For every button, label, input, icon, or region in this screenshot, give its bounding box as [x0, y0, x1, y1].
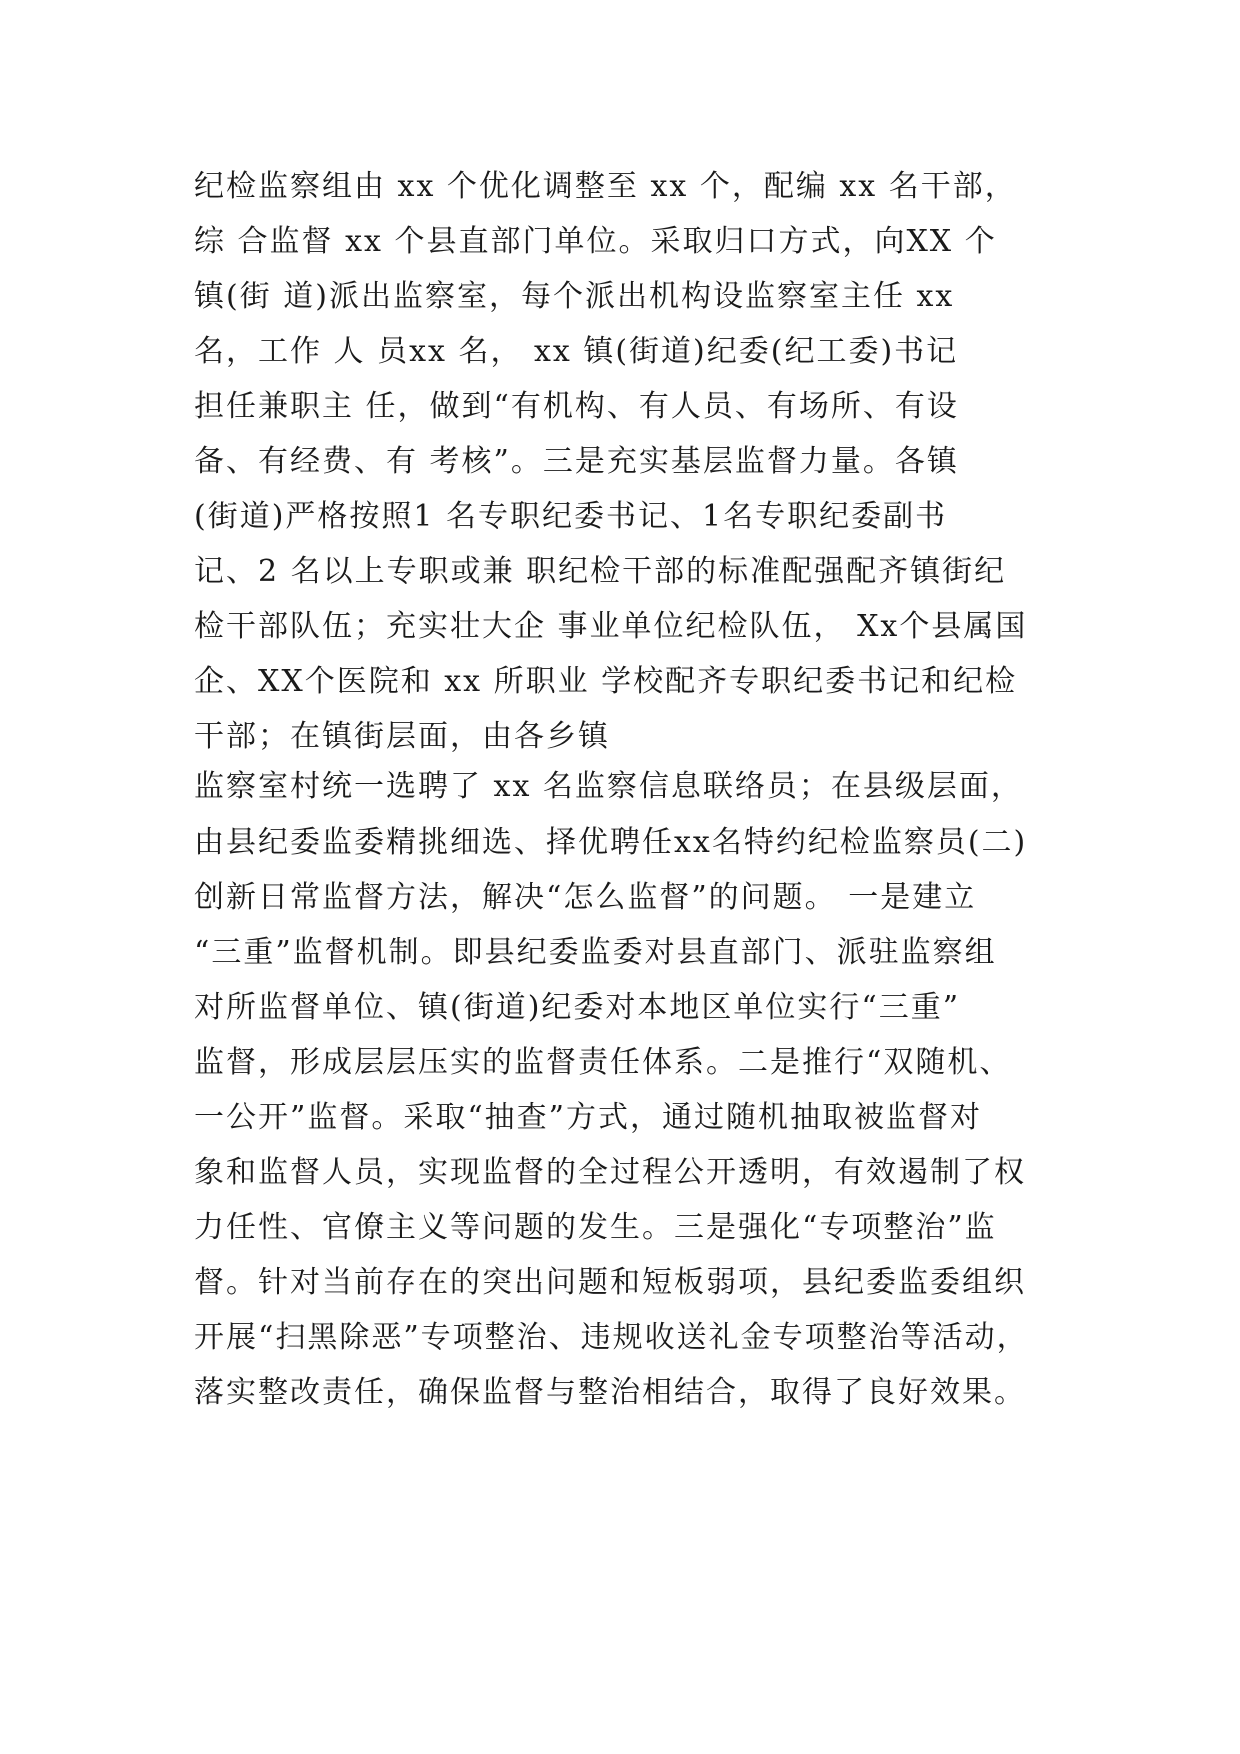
text-line: 由县纪委监委精挑细选、择优聘任xx名特约纪检监察员(二)	[194, 825, 1028, 860]
text-line: 综 合监督 xx 个县直部门单位。采取归口方式，向XX 个	[194, 224, 997, 259]
text-line: 企、XX个医院和 xx 所职业 学校配齐专职纪委书记和纪检	[194, 664, 1018, 699]
text-line: 督。针对当前存在的突出问题和短板弱项，县纪委监委组织	[194, 1265, 1026, 1300]
text-line: (街道)严格按照1 名专职纪委书记、1名专职纪委副书	[194, 499, 948, 534]
text-line: 干部；在镇街层面，由各乡镇	[194, 719, 610, 754]
text-line: 镇(街 道)派出监察室，每个派出机构设监察室主任 xx	[194, 279, 955, 314]
text-line: 记、2 名以上专职或兼 职纪检干部的标准配强配齐镇街纪	[194, 554, 1007, 589]
text-line: 备、有经费、有 考核”。三是充实基层监督力量。各镇	[194, 444, 959, 479]
text-line: 监督，形成层层压实的监督责任体系。二是推行“双随机、	[194, 1045, 1012, 1080]
text-line: 开展“扫黑除恶”专项整治、违规收送礼金专项整治等活动，	[194, 1320, 1029, 1355]
text-line: 纪检监察组由 xx 个优化调整至 xx 个，配编 xx 名干部，	[194, 169, 1017, 204]
text-line: 名，工作 人 员xx 名， xx 镇(街道)纪委(纪工委)书记	[194, 334, 959, 369]
text-line: 力任性、官僚主义等问题的发生。三是强化“专项整治”监	[194, 1210, 997, 1245]
text-line: 落实整改责任，确保监督与整治相结合，取得了良好效果。	[194, 1375, 1026, 1410]
text-line: 检干部队伍；充实壮大企 事业单位纪检队伍， Xx个县属国	[194, 609, 1028, 644]
text-line: 监察室村统一选聘了 xx 名监察信息联络员；在县级层面，	[194, 769, 1023, 804]
text-line: 对所监督单位、镇(街道)纪委对本地区单位实行“三重”	[194, 990, 961, 1025]
text-line: “三重”监督机制。即县纪委监委对县直部门、派驻监察组	[194, 935, 997, 970]
text-line: 象和监督人员，实现监督的全过程公开透明，有效遏制了权	[194, 1155, 1026, 1190]
text-line: 创新日常监督方法，解决“怎么监督”的问题。 一是建立	[194, 880, 977, 915]
text-line: 担任兼职主 任，做到“有机构、有人员、有场所、有设	[194, 389, 959, 424]
text-line: 一公开”监督。采取“抽查”方式，通过随机抽取被监督对	[194, 1100, 983, 1135]
